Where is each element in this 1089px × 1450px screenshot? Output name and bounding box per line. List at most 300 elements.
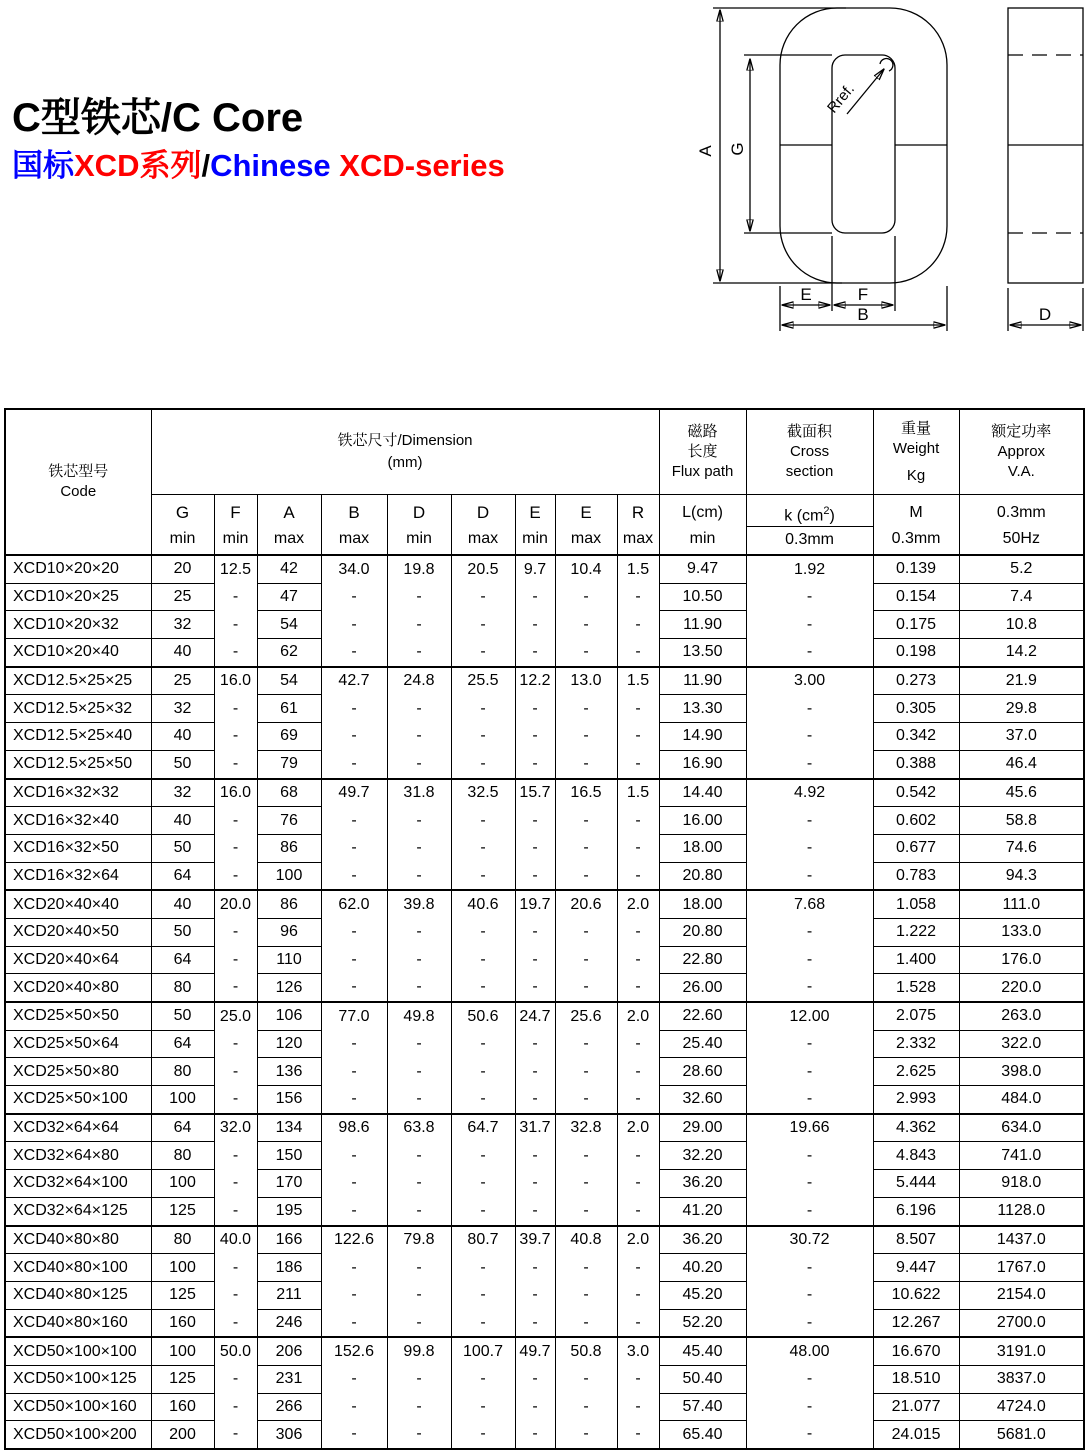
- value-cell: 1.5: [617, 667, 659, 695]
- value-cell: 266: [257, 1393, 321, 1421]
- col-header-code-cn: 铁芯型号: [48, 463, 109, 480]
- value-cell: 40.6: [451, 890, 515, 918]
- value-cell: 200: [151, 1421, 214, 1449]
- value-cell: 156: [257, 1086, 321, 1114]
- subcol-E-min: E min: [515, 495, 555, 556]
- value-cell: -: [451, 750, 515, 778]
- value-cell: 4.362: [873, 1114, 959, 1142]
- flux-header-en: Flux path: [671, 463, 734, 480]
- value-cell: 40: [151, 890, 214, 918]
- value-cell: -: [387, 1254, 451, 1282]
- value-cell: 50: [151, 750, 214, 778]
- table-row: [5, 807, 1084, 835]
- dim-label-Rref: Rref.: [824, 80, 858, 117]
- value-cell: -: [451, 1086, 515, 1114]
- value-cell: 166: [257, 1226, 321, 1254]
- value-cell: 0.154: [873, 583, 959, 611]
- value-cell: 42.7: [321, 667, 387, 695]
- value-cell: 7.4: [959, 583, 1084, 611]
- value-cell: 49.8: [387, 1002, 451, 1030]
- value-cell: 136: [257, 1058, 321, 1086]
- value-cell: 62: [257, 639, 321, 667]
- value-cell: 40: [151, 807, 214, 835]
- core-code-cell: XCD40×80×100: [5, 1254, 151, 1282]
- value-cell: 25: [151, 583, 214, 611]
- value-cell: 61: [257, 695, 321, 723]
- value-cell: 52.20: [659, 1309, 746, 1337]
- value-cell: 25: [151, 667, 214, 695]
- value-cell: 80: [151, 1058, 214, 1086]
- value-cell: 48.00: [746, 1337, 873, 1365]
- dim-label-E: E: [800, 285, 812, 304]
- value-cell: -: [214, 611, 257, 639]
- value-cell: 6.196: [873, 1197, 959, 1225]
- value-cell: 15.7: [515, 779, 555, 807]
- table-row: [5, 1002, 1084, 1030]
- value-cell: 0.175: [873, 611, 959, 639]
- core-window-outline: [832, 55, 895, 233]
- value-cell: 25.0: [214, 1002, 257, 1030]
- value-cell: 29.00: [659, 1114, 746, 1142]
- value-cell: -: [746, 862, 873, 890]
- table-row: [5, 946, 1084, 974]
- value-cell: -: [555, 695, 617, 723]
- value-cell: -: [321, 834, 387, 862]
- extension-lines: [713, 8, 947, 331]
- table-row: [5, 1337, 1084, 1365]
- value-cell: -: [387, 807, 451, 835]
- core-code-cell: XCD12.5×25×40: [5, 723, 151, 751]
- value-cell: 206: [257, 1337, 321, 1365]
- weight-header-en: Weight: [892, 439, 940, 457]
- value-cell: -: [515, 750, 555, 778]
- value-cell: 10.8: [959, 611, 1084, 639]
- value-cell: 1.5: [617, 779, 659, 807]
- value-cell: 0.342: [873, 723, 959, 751]
- value-cell: 68: [257, 779, 321, 807]
- subtitle-en-series: XCD-series: [330, 148, 505, 183]
- value-cell: 125: [151, 1197, 214, 1225]
- value-cell: -: [555, 639, 617, 667]
- value-cell: 2.0: [617, 890, 659, 918]
- value-cell: -: [746, 1197, 873, 1225]
- value-cell: -: [617, 1365, 659, 1393]
- value-cell: 45.40: [659, 1337, 746, 1365]
- cross-header-en1: Cross: [789, 443, 830, 460]
- col-header-flux-path: [659, 409, 746, 495]
- value-cell: 322.0: [959, 1030, 1084, 1058]
- value-cell: 4.843: [873, 1142, 959, 1170]
- value-cell: 40.0: [214, 1226, 257, 1254]
- subcol-k-cm2: [746, 495, 873, 556]
- value-cell: -: [321, 1365, 387, 1393]
- value-cell: 918.0: [959, 1170, 1084, 1198]
- value-cell: -: [555, 918, 617, 946]
- core-code-cell: XCD16×32×64: [5, 862, 151, 890]
- value-cell: 0.273: [873, 667, 959, 695]
- subcol-E-max: E max: [555, 495, 617, 556]
- value-cell: 19.7: [515, 890, 555, 918]
- subtitle-cn-series: XCD系列: [74, 148, 202, 183]
- value-cell: -: [321, 1030, 387, 1058]
- value-cell: -: [214, 639, 257, 667]
- dim-label-D: D: [1038, 305, 1052, 324]
- value-cell: 50.8: [555, 1337, 617, 1365]
- value-cell: -: [451, 611, 515, 639]
- spec-table: [4, 408, 1085, 1450]
- value-cell: -: [451, 918, 515, 946]
- value-cell: 3191.0: [959, 1337, 1084, 1365]
- value-cell: -: [555, 1393, 617, 1421]
- table-row: [5, 583, 1084, 611]
- value-cell: -: [451, 695, 515, 723]
- value-cell: 25.6: [555, 1002, 617, 1030]
- table-row: [5, 667, 1084, 695]
- value-cell: -: [387, 639, 451, 667]
- value-cell: 2.0: [617, 1002, 659, 1030]
- value-cell: -: [617, 946, 659, 974]
- value-cell: -: [387, 611, 451, 639]
- value-cell: 3.00: [746, 667, 873, 695]
- value-cell: 20.80: [659, 918, 746, 946]
- value-cell: 741.0: [959, 1142, 1084, 1170]
- value-cell: -: [555, 1058, 617, 1086]
- table-row: [5, 1393, 1084, 1421]
- value-cell: 0.783: [873, 862, 959, 890]
- value-cell: -: [451, 946, 515, 974]
- value-cell: 152.6: [321, 1337, 387, 1365]
- value-cell: -: [555, 750, 617, 778]
- value-cell: 100.7: [451, 1337, 515, 1365]
- table-row: [5, 723, 1084, 751]
- value-cell: -: [321, 723, 387, 751]
- value-cell: 1128.0: [959, 1197, 1084, 1225]
- value-cell: -: [214, 1197, 257, 1225]
- value-cell: 12.267: [873, 1309, 959, 1337]
- core-code-cell: XCD20×40×50: [5, 918, 151, 946]
- table-row: [5, 1281, 1084, 1309]
- value-cell: 14.40: [659, 779, 746, 807]
- value-cell: 37.0: [959, 723, 1084, 751]
- value-cell: 24.7: [515, 1002, 555, 1030]
- value-cell: -: [214, 946, 257, 974]
- value-cell: -: [746, 918, 873, 946]
- value-cell: -: [617, 639, 659, 667]
- table-row: [5, 1114, 1084, 1142]
- value-cell: 46.4: [959, 750, 1084, 778]
- value-cell: 94.3: [959, 862, 1084, 890]
- value-cell: 86: [257, 834, 321, 862]
- value-cell: 13.0: [555, 667, 617, 695]
- cross-header-en2: section: [785, 463, 834, 480]
- value-cell: 12.00: [746, 1002, 873, 1030]
- value-cell: 50: [151, 918, 214, 946]
- value-cell: 3837.0: [959, 1365, 1084, 1393]
- core-code-cell: XCD50×100×125: [5, 1365, 151, 1393]
- table-row: [5, 890, 1084, 918]
- value-cell: 110: [257, 946, 321, 974]
- value-cell: 1.92: [746, 555, 873, 583]
- value-cell: -: [214, 750, 257, 778]
- cross-header-cn: 截面积: [787, 423, 833, 440]
- value-cell: 10.50: [659, 583, 746, 611]
- value-cell: 263.0: [959, 1002, 1084, 1030]
- value-cell: -: [746, 1281, 873, 1309]
- subcol-VA: 0.3mm 50Hz: [959, 495, 1084, 556]
- power-header-en2: V.A.: [1007, 463, 1035, 480]
- dim-label-F: F: [857, 285, 869, 304]
- value-cell: -: [746, 750, 873, 778]
- value-cell: -: [746, 1254, 873, 1282]
- value-cell: -: [746, 695, 873, 723]
- table-row: [5, 1254, 1084, 1282]
- value-cell: -: [515, 1393, 555, 1421]
- value-cell: 0.198: [873, 639, 959, 667]
- value-cell: -: [387, 974, 451, 1002]
- value-cell: -: [617, 1197, 659, 1225]
- table-row: [5, 1058, 1084, 1086]
- value-cell: 50.40: [659, 1365, 746, 1393]
- value-cell: -: [515, 1254, 555, 1282]
- value-cell: 40.8: [555, 1226, 617, 1254]
- value-cell: -: [555, 1170, 617, 1198]
- value-cell: 2700.0: [959, 1309, 1084, 1337]
- value-cell: 398.0: [959, 1058, 1084, 1086]
- value-cell: -: [617, 723, 659, 751]
- value-cell: -: [214, 862, 257, 890]
- value-cell: 13.50: [659, 639, 746, 667]
- k-cm2-label: k $(cm^2)$: [784, 504, 835, 524]
- value-cell: 484.0: [959, 1086, 1084, 1114]
- value-cell: -: [214, 918, 257, 946]
- value-cell: 16.00: [659, 807, 746, 835]
- value-cell: -: [515, 583, 555, 611]
- value-cell: -: [555, 1142, 617, 1170]
- value-cell: -: [451, 807, 515, 835]
- value-cell: -: [321, 639, 387, 667]
- value-cell: -: [214, 1309, 257, 1337]
- value-cell: 54: [257, 667, 321, 695]
- subtitle-cn-standard: 国标: [12, 148, 74, 183]
- subcol-D-max: D max: [451, 495, 515, 556]
- value-cell: 47: [257, 583, 321, 611]
- value-cell: -: [746, 1170, 873, 1198]
- value-cell: -: [617, 750, 659, 778]
- value-cell: -: [321, 918, 387, 946]
- value-cell: -: [321, 946, 387, 974]
- value-cell: 64: [151, 862, 214, 890]
- value-cell: -: [451, 1365, 515, 1393]
- value-cell: 9.447: [873, 1254, 959, 1282]
- value-cell: -: [746, 946, 873, 974]
- table-row: [5, 862, 1084, 890]
- value-cell: 5.444: [873, 1170, 959, 1198]
- value-cell: 18.00: [659, 890, 746, 918]
- value-cell: -: [387, 723, 451, 751]
- value-cell: 79.8: [387, 1226, 451, 1254]
- table-row: [5, 1030, 1084, 1058]
- value-cell: -: [617, 918, 659, 946]
- value-cell: 16.0: [214, 779, 257, 807]
- value-cell: 176.0: [959, 946, 1084, 974]
- value-cell: -: [617, 1254, 659, 1282]
- value-cell: 57.40: [659, 1393, 746, 1421]
- col-header-dimension: [151, 409, 659, 495]
- value-cell: 32.60: [659, 1086, 746, 1114]
- value-cell: -: [321, 1086, 387, 1114]
- value-cell: -: [617, 807, 659, 835]
- value-cell: -: [746, 1421, 873, 1449]
- value-cell: -: [321, 1254, 387, 1282]
- value-cell: -: [387, 946, 451, 974]
- value-cell: -: [214, 807, 257, 835]
- core-code-cell: XCD32×64×80: [5, 1142, 151, 1170]
- value-cell: -: [387, 1393, 451, 1421]
- value-cell: -: [321, 1170, 387, 1198]
- dim-label-G: G: [728, 142, 747, 156]
- core-code-cell: XCD16×32×50: [5, 834, 151, 862]
- value-cell: 100: [257, 862, 321, 890]
- value-cell: 1.5: [617, 555, 659, 583]
- value-cell: -: [555, 723, 617, 751]
- value-cell: -: [451, 1197, 515, 1225]
- value-cell: -: [321, 583, 387, 611]
- subtitle-slash: /: [201, 148, 211, 183]
- value-cell: -: [321, 1309, 387, 1337]
- core-code-cell: XCD20×40×40: [5, 890, 151, 918]
- value-cell: -: [617, 1030, 659, 1058]
- value-cell: 80: [151, 1226, 214, 1254]
- value-cell: 34.0: [321, 555, 387, 583]
- value-cell: -: [214, 1365, 257, 1393]
- core-code-cell: XCD10×20×25: [5, 583, 151, 611]
- value-cell: 40: [151, 723, 214, 751]
- value-cell: 24.8: [387, 667, 451, 695]
- value-cell: 80: [151, 974, 214, 1002]
- value-cell: -: [451, 1309, 515, 1337]
- value-cell: 16.90: [659, 750, 746, 778]
- value-cell: 1.222: [873, 918, 959, 946]
- core-code-cell: XCD25×50×80: [5, 1058, 151, 1086]
- value-cell: 32.5: [451, 779, 515, 807]
- value-cell: 50: [151, 834, 214, 862]
- value-cell: 65.40: [659, 1421, 746, 1449]
- value-cell: 54: [257, 611, 321, 639]
- value-cell: 150: [257, 1142, 321, 1170]
- value-cell: -: [321, 1058, 387, 1086]
- value-cell: -: [387, 1086, 451, 1114]
- value-cell: -: [515, 1281, 555, 1309]
- value-cell: -: [451, 974, 515, 1002]
- value-cell: 20.6: [555, 890, 617, 918]
- flux-header-cn1: 磁路: [687, 423, 718, 440]
- core-code-cell: XCD12.5×25×25: [5, 667, 151, 695]
- value-cell: -: [214, 723, 257, 751]
- value-cell: -: [555, 611, 617, 639]
- value-cell: -: [515, 1421, 555, 1449]
- core-code-cell: XCD12.5×25×50: [5, 750, 151, 778]
- value-cell: -: [746, 807, 873, 835]
- value-cell: 100: [151, 1337, 214, 1365]
- value-cell: 5681.0: [959, 1421, 1084, 1449]
- core-code-cell: XCD32×64×125: [5, 1197, 151, 1225]
- value-cell: 62.0: [321, 890, 387, 918]
- value-cell: 96: [257, 918, 321, 946]
- value-cell: -: [451, 1170, 515, 1198]
- value-cell: 12.5: [214, 555, 257, 583]
- value-cell: -: [214, 1086, 257, 1114]
- value-cell: 30.72: [746, 1226, 873, 1254]
- value-cell: 29.8: [959, 695, 1084, 723]
- value-cell: -: [214, 583, 257, 611]
- value-cell: -: [617, 974, 659, 1002]
- value-cell: 125: [151, 1281, 214, 1309]
- value-cell: -: [746, 1142, 873, 1170]
- value-cell: 5.2: [959, 555, 1084, 583]
- value-cell: -: [321, 695, 387, 723]
- core-code-cell: XCD32×64×64: [5, 1114, 151, 1142]
- col-header-weight: [873, 409, 959, 495]
- value-cell: 16.670: [873, 1337, 959, 1365]
- value-cell: 40: [151, 639, 214, 667]
- value-cell: -: [321, 1393, 387, 1421]
- value-cell: 106: [257, 1002, 321, 1030]
- value-cell: 160: [151, 1309, 214, 1337]
- value-cell: -: [746, 611, 873, 639]
- table-row: [5, 1309, 1084, 1337]
- value-cell: 1.528: [873, 974, 959, 1002]
- value-cell: 14.2: [959, 639, 1084, 667]
- table-row: [5, 834, 1084, 862]
- table-row: [5, 779, 1084, 807]
- value-cell: -: [746, 1030, 873, 1058]
- value-cell: 100: [151, 1086, 214, 1114]
- value-cell: -: [617, 862, 659, 890]
- subcol-F-min: F min: [214, 495, 257, 556]
- value-cell: 16.0: [214, 667, 257, 695]
- core-code-cell: XCD10×20×32: [5, 611, 151, 639]
- value-cell: 36.20: [659, 1226, 746, 1254]
- value-cell: -: [451, 1281, 515, 1309]
- power-header-cn: 额定功率: [991, 423, 1052, 440]
- value-cell: 22.80: [659, 946, 746, 974]
- k-thickness-label: 0.3mm: [747, 526, 873, 554]
- value-cell: -: [387, 1365, 451, 1393]
- value-cell: -: [617, 611, 659, 639]
- value-cell: 63.8: [387, 1114, 451, 1142]
- table-row: [5, 1421, 1084, 1449]
- value-cell: 13.30: [659, 695, 746, 723]
- value-cell: -: [451, 1142, 515, 1170]
- value-cell: -: [387, 695, 451, 723]
- value-cell: -: [387, 1058, 451, 1086]
- value-cell: 20: [151, 555, 214, 583]
- value-cell: 26.00: [659, 974, 746, 1002]
- col-header-code-en: Code: [60, 483, 97, 500]
- weight-header-unit: Kg: [906, 466, 926, 484]
- value-cell: 133.0: [959, 918, 1084, 946]
- subcol-G-min: G min: [151, 495, 214, 556]
- value-cell: 20.5: [451, 555, 515, 583]
- value-cell: 0.542: [873, 779, 959, 807]
- value-cell: -: [451, 1030, 515, 1058]
- value-cell: 64: [151, 1114, 214, 1142]
- value-cell: -: [321, 1197, 387, 1225]
- value-cell: -: [321, 1142, 387, 1170]
- value-cell: 0.602: [873, 807, 959, 835]
- col-header-cross-section: [746, 409, 873, 495]
- value-cell: 11.90: [659, 667, 746, 695]
